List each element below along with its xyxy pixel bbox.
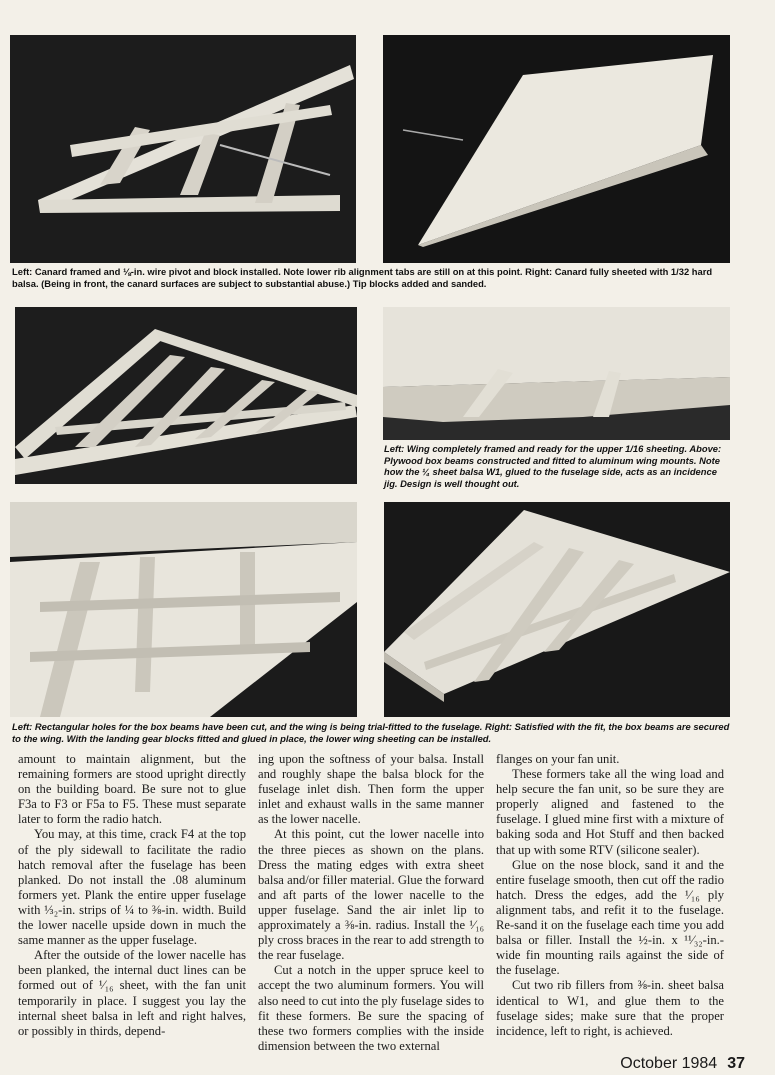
paragraph: Glue on the nose block, sand it and the entire fuselage smooth, then cut off the radio hatch. Dress the edges, add the ¹⁄₁₆ ply alignment tabs, and refit it to the fuselage. Re-sand it on the fuselage each time you add balsa or filler. Install the ½-in. x ¹¹⁄₃₂-in.-wide fin mounting rails against the side of the fuselage. [496, 857, 724, 978]
canard-frame-illustration [10, 35, 356, 263]
photo-wing-secured [384, 502, 730, 717]
paragraph: ing upon the softness of your balsa. Install and roughly shape the balsa block for the fuselage inlet dish. Then form the upper inlet and exhaust walls in the same manner as the lower nacelle. [258, 752, 484, 827]
caption-box-beams: Left: Rectangular holes for the box beams have been cut, and the wing is being trial-fitted to the fuselage. Right: Satisfied with the fit, the box beams are secured to the wing. With the landing gear blocks fitted and glued in place, the lower wing sheeting can be installed. [12, 721, 730, 744]
wing-trial-fit-illustration [10, 502, 357, 717]
body-column-2 [258, 752, 484, 1054]
issue-date: October 1984 [620, 1055, 718, 1072]
caption-canard: Left: Canard framed and ⅛-in. wire pivot and block installed. Note lower rib alignment tabs are still on at this point. Right: Canard fully sheeted with 1/32 hard balsa. (Being in front, the canard surfaces are subject to substantial abuse.) Tip blocks added and sanded. [12, 266, 713, 289]
paragraph: Cut two rib fillers from ⅜-in. sheet balsa identical to W1, and glue them to the fuselage sides; make sure that the proper incidence, left to right, is achieved. [496, 978, 724, 1038]
paragraph: At this point, cut the lower nacelle into the three pieces as shown on the plans. Dress the mating edges with extra sheet balsa and/or filler material. Glue the forward and aft parts of the lower nacelle to the upper fuselage. Sand the air inlet lip to approximately a ⅜-in. radius. Install the ¹⁄₁₆ ply cross braces in the rear to add strength to the rear fuselage. [258, 827, 484, 963]
paragraph: You may, at this time, crack F4 at the top of the ply sidewall to facilitate the radio hatch removal after the fuselage has been planked. Do not install the .08 aluminum formers yet. Plank the entire upper fuselage with ⅓₂-in. strips of ¼ to ⅜-in. width. Build the lower nacelle upside down in much the same manner as the upper fuselage. [18, 827, 246, 948]
paragraph: These formers take all the wing load and help secure the fan unit, so be sure they are properly aligned and fastened to the fuselage. I glued mine first with a mixture of baking soda and Hot Stuff and then backed that up with some RTV (silicone sealer). [496, 767, 724, 857]
page-number: 37 [727, 1055, 745, 1072]
photo-canard-framed [10, 35, 356, 263]
photo-box-beams [383, 307, 730, 440]
photo-wing-framed [15, 307, 357, 484]
page-footer [620, 1055, 745, 1073]
paragraph: Cut a notch in the upper spruce keel to accept the two aluminum formers. You will also need to cut into the ply fuselage sides to fit these formers. Be sure the spacing of these two formers complies with the inside dimension between the two external [258, 963, 484, 1053]
body-column-3 [496, 752, 724, 1039]
paragraph: amount to maintain alignment, but the remaining formers are stood upright directly on the building board. Be sure not to glue F3a to F3 or F5a to F5. These must separate later to form the radio hatch. [18, 752, 246, 827]
box-beams-illustration [383, 307, 730, 440]
canard-sheeted-illustration [383, 35, 730, 263]
photo-wing-trial-fit [10, 502, 357, 717]
wing-secured-illustration [384, 502, 730, 717]
caption-wing-frame: Left: Wing completely framed and ready for the upper 1/16 sheeting. Above: Plywood box beams constructed and fitted to aluminum wing mounts. Note how the ¼ sheet balsa W1, glued to the fuselage side, acts as an incidence jig. Design is well thought out. [384, 443, 722, 489]
wing-frame-illustration [15, 307, 357, 484]
body-column-1 [18, 752, 246, 1039]
paragraph: flanges on your fan unit. [496, 752, 620, 766]
paragraph: After the outside of the lower nacelle has been planked, the internal duct lines can be formed out of ¹⁄₁₆ sheet, with the fan unit temporarily in place. I suggest you lay the internal sheet balsa in left and right halves, or possibly in thirds, depend- [18, 948, 246, 1038]
photo-canard-sheeted [383, 35, 730, 263]
